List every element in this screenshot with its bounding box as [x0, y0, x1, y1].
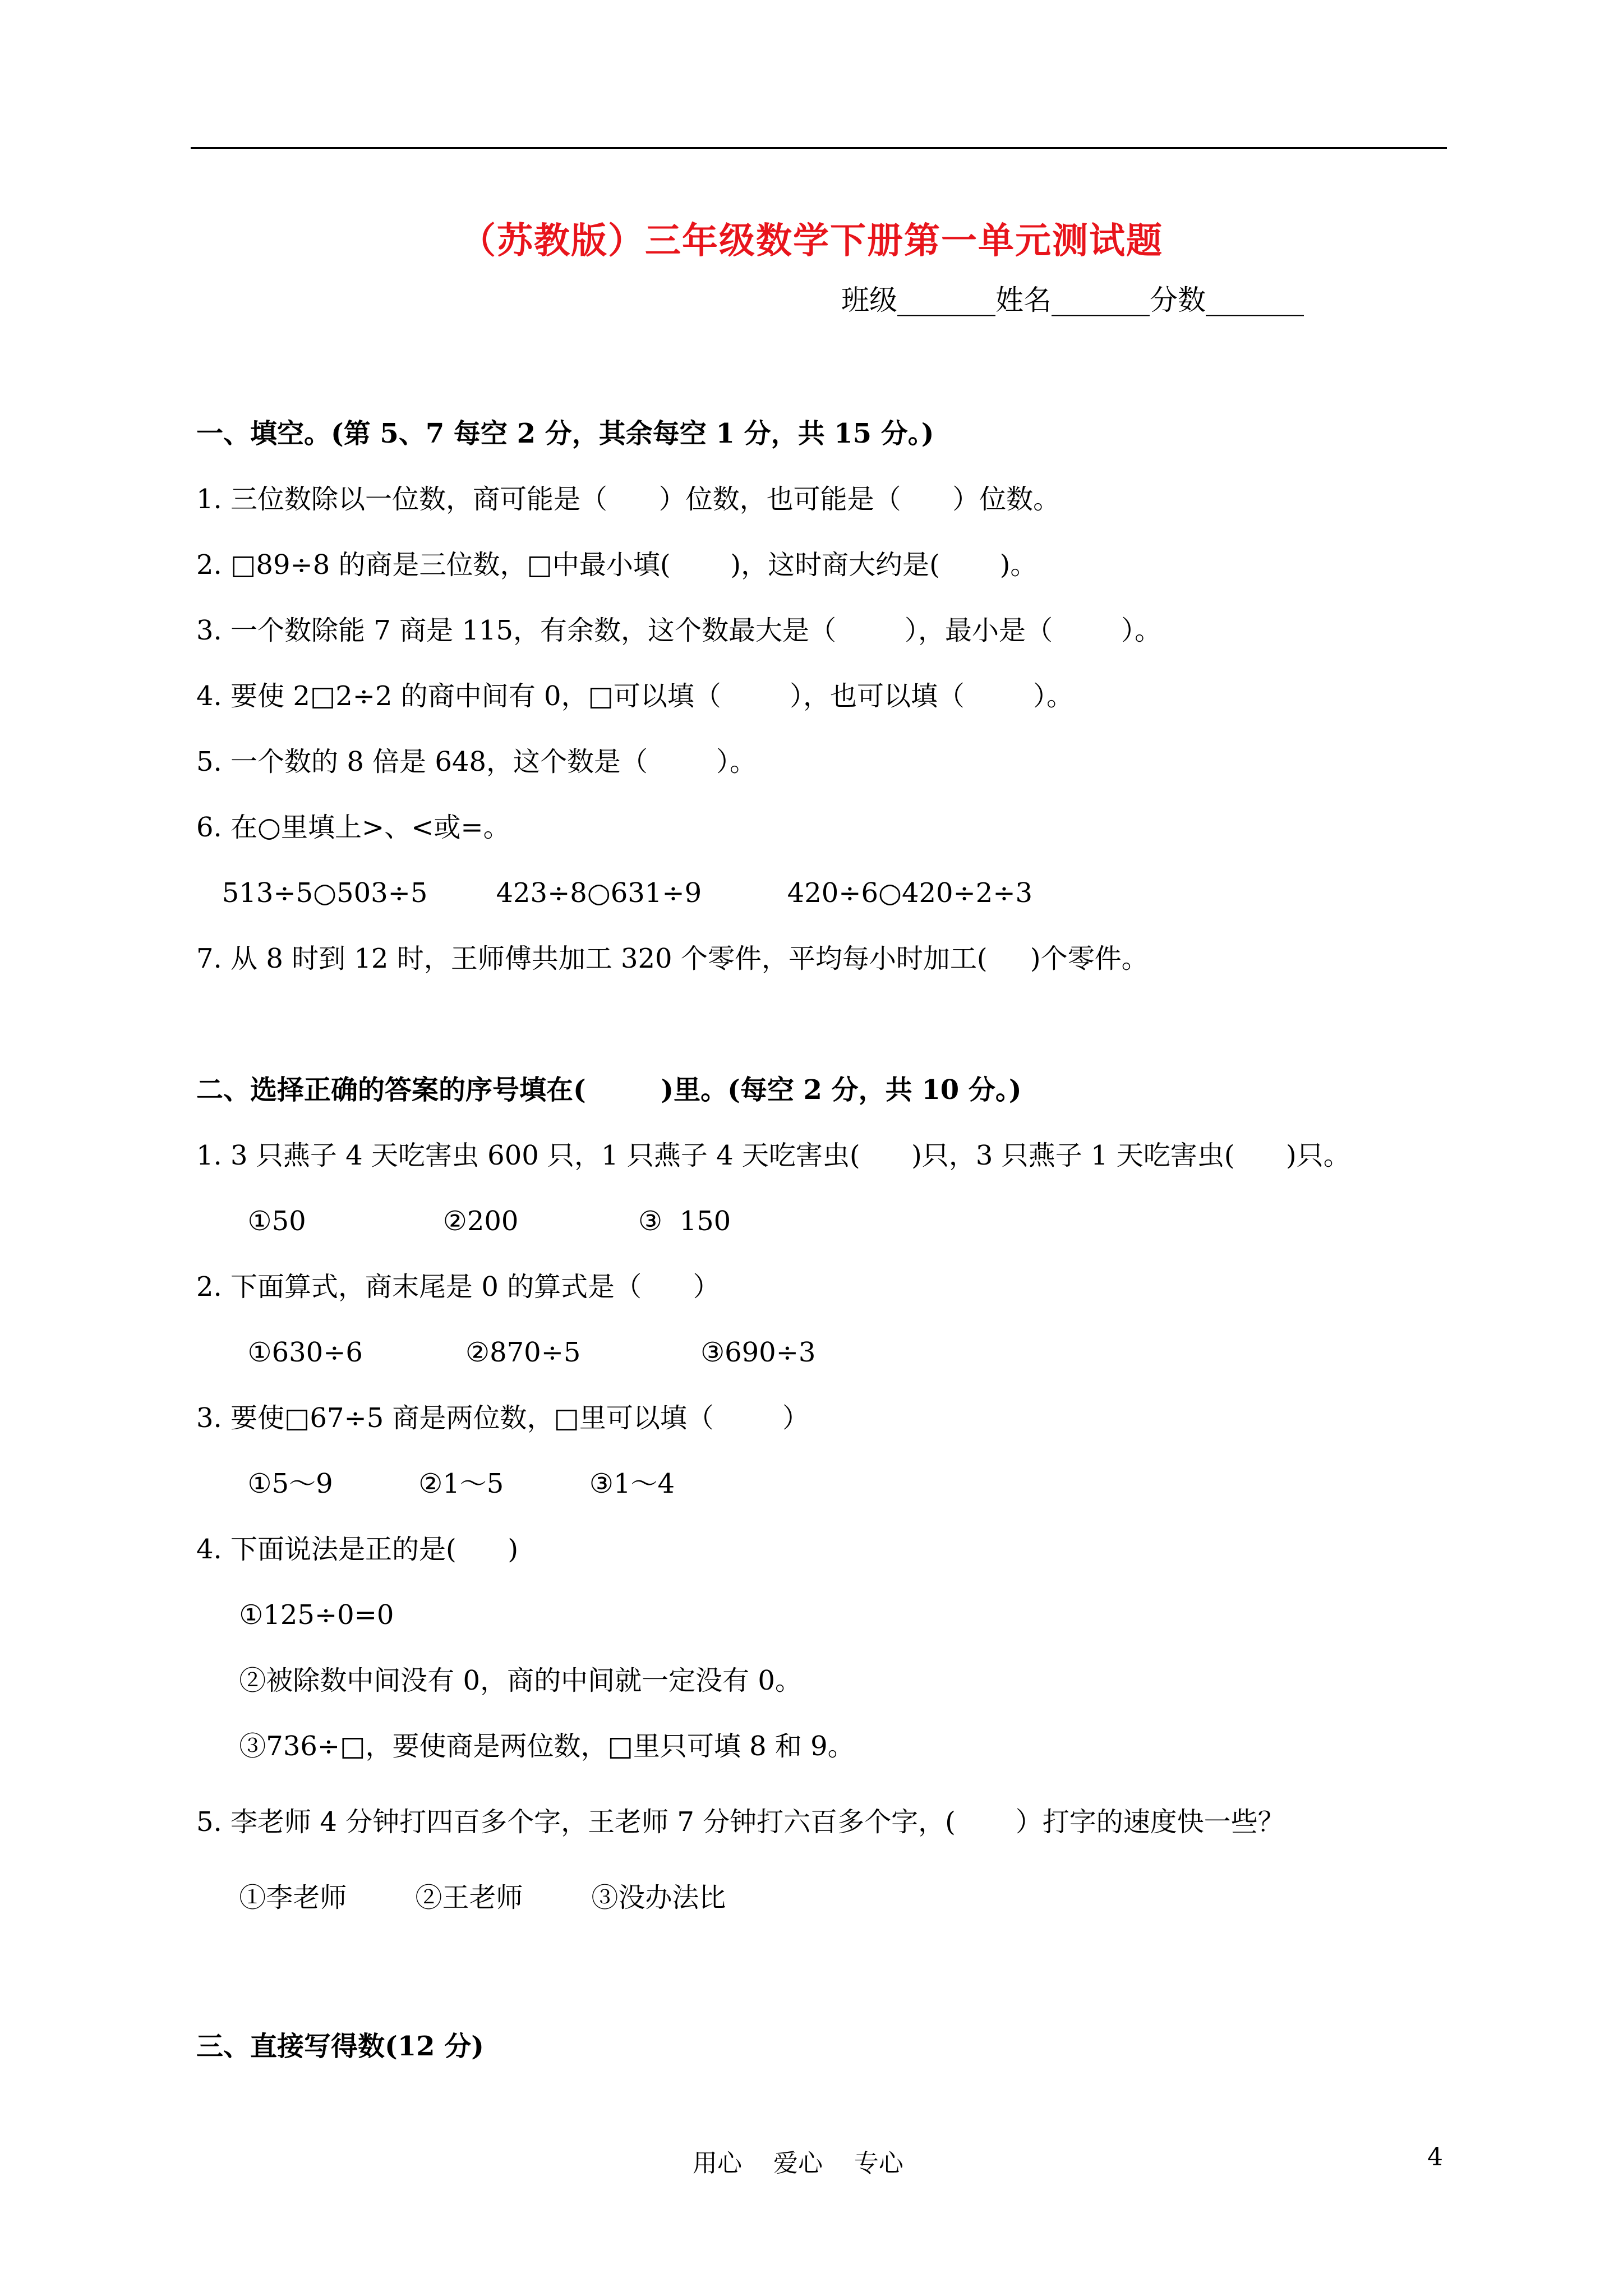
- s1-question-1: 1. 三位数除以一位数，商可能是（ ）位数，也可能是（ ）位数。: [196, 484, 1061, 515]
- s2-question-3-options: ①5～9 ②1～5 ③1～4: [196, 1468, 675, 1499]
- section3-heading: 三、直接写得数(12 分): [196, 2031, 484, 2062]
- s2-question-4-option-a: ①125÷0=0: [196, 1599, 394, 1631]
- s1-question-7: 7. 从 8 时到 12 时，王师傅共加工 320 个零件，平均每小时加工( )个零件。: [196, 943, 1149, 974]
- s1-question-2: 2. □89÷8 的商是三位数，□中最小填( )，这时商大约是( )。: [196, 549, 1038, 581]
- s2-question-4-option-c: ③736÷□，要使商是两位数，□里只可填 8 和 9。: [196, 1731, 855, 1762]
- section1-heading: 一、填空。(第 5、7 每空 2 分，其余每空 1 分，共 15 分。): [196, 418, 934, 449]
- s1-question-4: 4. 要使 2□2÷2 的商中间有 0，□可以填（ ），也可以填（ ）。: [196, 680, 1074, 712]
- s1-question-6: 6. 在○里填上>、<或=。: [196, 812, 510, 843]
- s2-question-1-options: ①50 ②200 ③ 150: [196, 1205, 731, 1237]
- section2-heading: 二、选择正确的答案的序号填在( )里。(每空 2 分，共 10 分。): [196, 1074, 1022, 1106]
- s2-question-4-option-b: ②被除数中间没有 0，商的中间就一定没有 0。: [196, 1665, 802, 1696]
- s1-question-6-items: 513÷5○503÷5 423÷8○631÷9 420÷6○420÷2÷3: [196, 877, 1033, 909]
- s2-question-2-options: ①630÷6 ②870÷5 ③690÷3: [196, 1337, 816, 1368]
- s2-question-5: 5. 李老师 4 分钟打四百多个字，王老师 7 分钟打六百多个字，( ）打字的速度快一些？: [196, 1806, 1285, 1838]
- footer-motto: 用心 爱心 专心: [693, 2149, 903, 2178]
- s2-question-1: 1. 3 只燕子 4 天吃害虫 600 只，1 只燕子 4 天吃害虫( )只，3 只燕子 1 天吃害虫( )只。: [196, 1140, 1350, 1171]
- s2-question-5-options: ①李老师 ②王老师 ③没办法比: [196, 1882, 726, 1913]
- s2-question-4: 4. 下面说法是正的是( ): [196, 1534, 519, 1565]
- header-rule: [191, 147, 1447, 149]
- s2-question-2: 2. 下面算式，商末尾是 0 的算式是（ ）: [196, 1271, 720, 1303]
- page-number: 4: [1427, 2143, 1443, 2171]
- s1-question-5: 5. 一个数的 8 倍是 648，这个数是（ ）。: [196, 746, 757, 777]
- student-info-line: 班级_______姓名_______分数_______: [841, 284, 1304, 316]
- s1-question-3: 3. 一个数除能 7 商是 115，有余数，这个数最大是（ ），最小是（ ）。: [196, 615, 1162, 646]
- s2-question-3: 3. 要使□67÷5 商是两位数，□里可以填（ ）: [196, 1402, 809, 1434]
- page-title: （苏教版）三年级数学下册第一单元测试题: [460, 220, 1163, 262]
